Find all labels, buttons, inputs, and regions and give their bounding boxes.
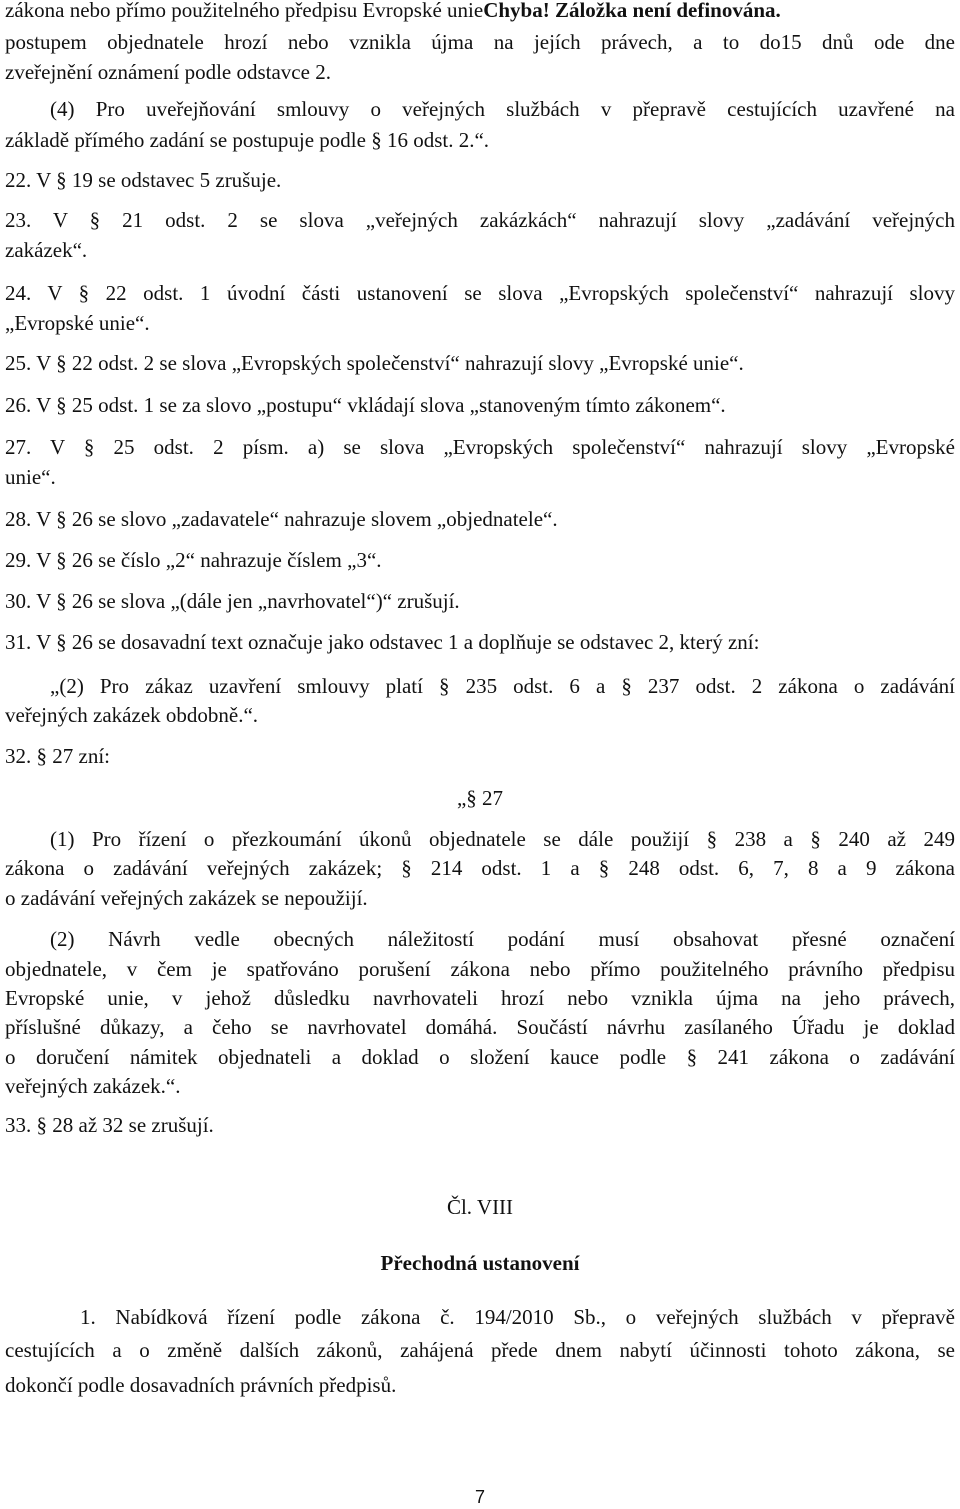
text-line: zákona o zadávání veřejných zakázek; § 214 odst. 1 a § 248 odst. 6, 7, 8 a 9 zákona [5,856,955,880]
article-title: Přechodná ustanovení [380,1251,580,1275]
amendment-item: 26. V § 25 odst. 1 se za slovo „postupu“ vkládají slova „stanoveným tímto zákonem“. [5,393,726,417]
text-line: dokončí podle dosavadních právních předpisů. [5,1373,397,1397]
text-line: Evropské unie, v jehož důsledku navrhovateli hrozí nebo vznikla újma na jeho právech, [5,986,955,1010]
article-heading: Čl. VIII [446,1195,514,1219]
amendment-item: 28. V § 26 se slovo „zadavatele“ nahrazuje slovem „objednatele“. [5,507,558,531]
text-line: objednatele, v čem je spatřováno porušení zákona nebo přímo použitelného právního předpisu [5,957,955,981]
amendment-item: 31. V § 26 se dosavadní text označuje jako odstavec 1 a doplňuje se odstavec 2, který zní: [5,630,760,654]
paragraph-first-line: (1) Pro řízení o přezkoumání úkonů objednatele se dále použijí § 238 a § 240 až 249 [50,827,955,851]
text-span: zákona nebo přímo použitelného předpisu Evropské unie [5,0,484,22]
text-line: základě přímého zadání se postupuje podle § 16 odst. 2.“. [5,128,490,152]
amendment-item: 25. V § 22 odst. 2 se slova „Evropských společenství“ nahrazují slovy „Evropské unie“. [5,351,744,375]
text-line: o doručení námitek objednateli a doklad o složení kauce podle § 241 zákona o zadávání [5,1045,955,1069]
text-line: příslušné důkazy, a čeho se navrhovatel domáhá. Součástí návrhu zasílaného Úřadu je doklad [5,1015,955,1039]
amendment-item: 33. § 28 až 32 se zrušují. [5,1113,214,1137]
amendment-item: 22. V § 19 se odstavec 5 zrušuje. [5,168,282,192]
text-line: zakázek“. [5,238,88,262]
amendment-item: 24. V § 22 odst. 1 úvodní části ustanovení se slova „Evropských společenství“ nahrazují slovy [5,281,955,305]
quoted-paragraph: „(2) Pro zákaz uzavření smlouvy platí § 235 odst. 6 a § 237 odst. 2 zákona o zadávání [50,674,955,698]
section-heading: „§ 27 [456,786,504,810]
text-line: o zadávání veřejných zakázek se nepoužijí. [5,886,368,910]
text-line: veřejných zakázek obdobně.“. [5,703,259,727]
text-line: postupem objednatele hrozí nebo vznikla újma na jejích právech, a to do15 dnů ode dne [5,30,955,54]
amendment-item: 32. § 27 zní: [5,744,110,768]
text-line: veřejných zakázek.“. [5,1074,181,1098]
text-line [5,0,955,25]
error-bookmark-text: Chyba! Záložka není definována. [483,0,781,22]
paragraph-first-line: 1. Nabídková řízení podle zákona č. 194/2010 Sb., o veřejných službách v přepravě [80,1305,955,1329]
text-line: unie“. [5,465,56,489]
amendment-item: 29. V § 26 se číslo „2“ nahrazuje číslem „3“. [5,548,382,572]
amendment-item: 30. V § 26 se slova „(dále jen „navrhovatel“)“ zrušují. [5,589,460,613]
amendment-item: 27. V § 25 odst. 2 písm. a) se slova „Evropských společenství“ nahrazují slovy „Evropské [5,435,955,459]
paragraph-first-line: (2) Návrh vedle obecných náležitostí podání musí obsahovat přesné označení [50,927,955,951]
page-number: 7 [474,1487,485,1507]
text-line: cestujících a o změně dalších zákonů, zahájená přede dnem nabytí účinnosti tohoto zákona, se [5,1338,955,1362]
paragraph-first-line: (4) Pro uveřejňování smlouvy o veřejných službách v přepravě cestujících uzavřené na [50,97,955,121]
text-line: „Evropské unie“. [5,311,150,335]
text-line: zveřejnění oznámení podle odstavce 2. [5,60,331,84]
amendment-item: 23. V § 21 odst. 2 se slova „veřejných zakázkách“ nahrazují slovy „zadávání veřejných [5,208,955,232]
